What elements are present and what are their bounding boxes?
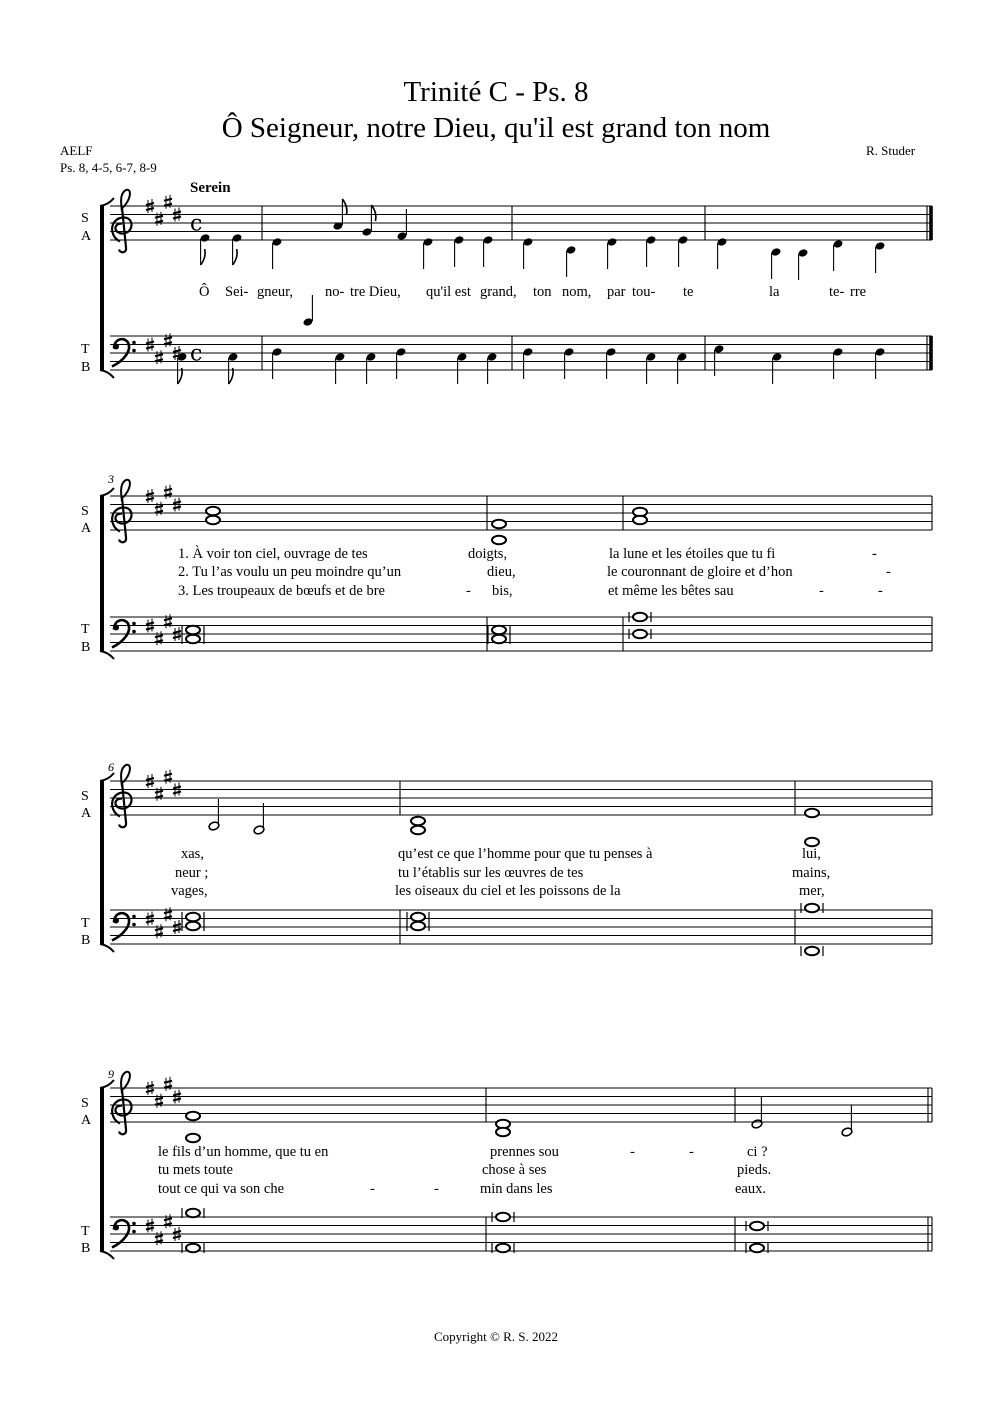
- voice-label-s: S: [81, 504, 89, 519]
- lyric-syllable: no-: [325, 284, 345, 300]
- breve-note: [492, 1243, 514, 1253]
- quarter-note: [564, 347, 575, 357]
- verse-1-text: qu’est ce que l’homme pour que tu penses à: [398, 846, 653, 862]
- quarter-note: [457, 352, 468, 362]
- note-flag: [233, 249, 238, 265]
- voice-label-t: T: [81, 1224, 90, 1239]
- lyric-syllable: la: [769, 284, 780, 300]
- breve-note: [407, 921, 429, 931]
- verse-2-text: mains,: [792, 865, 831, 881]
- sharp-sign: [155, 1094, 163, 1108]
- voice-label-s: S: [81, 1096, 89, 1111]
- quarter-note: [423, 237, 434, 247]
- note-flag: [342, 199, 347, 215]
- verse-3-text: min dans les: [480, 1181, 553, 1197]
- common-time: c: [190, 211, 203, 237]
- lyric-syllable: Sei-: [225, 284, 249, 300]
- quarter-note: [177, 352, 188, 362]
- psalm-reference: Ps. 8, 4-5, 6-7, 8-9: [60, 160, 157, 175]
- verse-2-text: chose à ses: [482, 1162, 547, 1178]
- verse-2-text: tu mets toute: [158, 1162, 233, 1178]
- lyric-syllable: tre Dieu,: [350, 284, 401, 300]
- verse-3-text: vages,: [171, 883, 208, 899]
- quarter-note: [833, 347, 844, 357]
- verse-1-text: prennes sou: [490, 1144, 559, 1160]
- quarter-note: [717, 237, 728, 247]
- breve-note: [182, 912, 204, 922]
- lyric-syllable: nom,: [562, 284, 592, 300]
- verse-3-text: les oiseaux du ciel et les poissons de la: [395, 883, 621, 899]
- lyric-syllable: rre: [850, 284, 867, 300]
- voice-label-a: A: [81, 1113, 92, 1128]
- breve-note: [629, 629, 651, 639]
- sharp-sign: [155, 1231, 163, 1245]
- common-time: c: [190, 341, 203, 367]
- sharp-sign: [155, 631, 163, 645]
- verse-2-text: le couronnant de gloire et d’hon: [607, 564, 793, 580]
- verse-2-text: 2. Tu l’as voulu un peu moindre qu’un: [178, 564, 402, 580]
- quarter-note: [272, 347, 283, 357]
- verse-1-text: lui,: [802, 846, 821, 862]
- voice-label-t: T: [81, 622, 90, 637]
- verse-2-text: dieu,: [487, 564, 516, 580]
- sharp-sign: [164, 1077, 172, 1091]
- sharp-sign: [164, 770, 172, 784]
- quarter-note: [875, 347, 886, 357]
- quarter-note: [646, 352, 657, 362]
- note-flag: [201, 249, 206, 265]
- quarter-note: [483, 235, 494, 245]
- measure-number: 6: [108, 760, 114, 774]
- quarter-note: [366, 352, 377, 362]
- quarter-note: [232, 233, 243, 243]
- voice-label-t: T: [81, 342, 90, 357]
- quarter-note: [833, 239, 844, 249]
- whole-note: [496, 1128, 510, 1136]
- verse-1-text: -: [689, 1144, 694, 1160]
- lyric-syllable: tou-: [632, 284, 656, 300]
- verse-1-text: xas,: [181, 846, 204, 862]
- breve-note: [182, 625, 204, 635]
- verse-3-text: et même les bêtes sau: [608, 583, 734, 599]
- whole-note: [805, 809, 819, 817]
- sharp-sign: [164, 195, 172, 209]
- verse-2-text: pieds.: [737, 1162, 772, 1178]
- quarter-note: [646, 235, 657, 245]
- verse-1-text: doigts,: [468, 546, 508, 562]
- breve-note: [182, 1208, 204, 1218]
- treble-clef: [112, 765, 131, 828]
- breve-note: [488, 625, 510, 635]
- voice-label-b: B: [81, 360, 91, 375]
- voice-label-a: A: [81, 806, 92, 821]
- whole-note: [492, 536, 506, 544]
- voice-label-b: B: [81, 933, 91, 948]
- voice-label-b: B: [81, 640, 91, 655]
- quarter-note: [798, 248, 809, 258]
- verse-1-text: ci ?: [747, 1144, 768, 1160]
- quarter-note: [875, 241, 886, 251]
- quarter-note: [523, 237, 534, 247]
- voice-label-s: S: [81, 211, 89, 226]
- quarter-note: [272, 237, 283, 247]
- title-line-1: Trinité C - Ps. 8: [403, 76, 589, 108]
- quarter-note: [607, 237, 618, 247]
- quarter-note: [678, 235, 689, 245]
- whole-note: [805, 838, 819, 846]
- quarter-note: [677, 352, 688, 362]
- verse-3-text: -: [819, 583, 824, 599]
- breve-note: [182, 1243, 204, 1253]
- verse-3-text: -: [466, 583, 471, 599]
- sharp-sign: [164, 1214, 172, 1228]
- note-flag: [371, 205, 376, 221]
- verse-3-text: eaux.: [735, 1181, 766, 1197]
- whole-note: [411, 817, 425, 825]
- sharp-sign: [164, 614, 172, 628]
- lyric-syllable: qu'il est: [426, 284, 471, 300]
- bracket-tip: [100, 651, 114, 659]
- sharp-sign: [155, 350, 163, 364]
- verse-1-text: -: [630, 1144, 635, 1160]
- lyric-syllable: Ô: [199, 284, 210, 300]
- voice-label-s: S: [81, 789, 89, 804]
- verse-1-text: la lune et les étoiles que tu fi: [609, 546, 776, 562]
- breve-note: [801, 903, 823, 913]
- verse-2-text: -: [886, 564, 891, 580]
- verse-2-text: neur ;: [175, 865, 209, 881]
- whole-note: [206, 507, 220, 515]
- breve-note: [492, 1212, 514, 1222]
- whole-note: [411, 826, 425, 834]
- whole-note: [633, 516, 647, 524]
- bracket-tip: [100, 370, 114, 378]
- title-line-2: Ô Seigneur, notre Dieu, qu'il est grand ton nom: [221, 112, 771, 144]
- verse-3-text: -: [370, 1181, 375, 1197]
- quarter-note: [771, 247, 782, 257]
- sharp-sign: [164, 907, 172, 921]
- quarter-note: [487, 352, 498, 362]
- breve-note: [746, 1243, 768, 1253]
- sharp-sign: [155, 502, 163, 516]
- verse-1-text: le fils d’un homme, que tu en: [158, 1144, 329, 1160]
- lyric-syllable: te-: [829, 284, 845, 300]
- lyric-syllable: par: [607, 284, 626, 300]
- sharp-sign: [155, 212, 163, 226]
- sharp-sign: [155, 787, 163, 801]
- breve-note: [407, 912, 429, 922]
- quarter-note: [523, 347, 534, 357]
- copyright-notice: Copyright © R. S. 2022: [433, 1329, 558, 1344]
- breve-note: [182, 921, 204, 931]
- verse-3-text: bis,: [492, 583, 513, 599]
- quarter-note: [303, 317, 314, 327]
- verse-1-text: 1. À voir ton ciel, ouvrage de tes: [178, 546, 368, 562]
- voice-label-a: A: [81, 229, 92, 244]
- voice-label-b: B: [81, 1241, 91, 1256]
- quarter-note: [228, 352, 239, 362]
- quarter-note: [454, 235, 465, 245]
- whole-note: [206, 516, 220, 524]
- verse-3-text: -: [434, 1181, 439, 1197]
- bracket-tip: [100, 198, 114, 206]
- tempo-marking: Serein: [190, 180, 231, 196]
- voice-label-a: A: [81, 521, 92, 536]
- verse-1-text: -: [872, 546, 877, 562]
- treble-clef: [112, 1072, 131, 1135]
- whole-note: [492, 520, 506, 528]
- whole-note: [186, 1134, 200, 1142]
- verse-2-text: tu l’établis sur les œuvres de tes: [398, 865, 584, 881]
- composer: R. Studer: [866, 143, 916, 158]
- lyric-syllable: gneur,: [257, 284, 294, 300]
- treble-clef: [112, 190, 131, 253]
- voice-label-t: T: [81, 916, 90, 931]
- bracket-tip: [100, 1251, 114, 1259]
- quarter-note: [397, 231, 408, 241]
- text-source: AELF: [60, 143, 93, 158]
- measure-number: 3: [108, 472, 114, 486]
- lyric-syllable: grand,: [480, 284, 517, 300]
- measure-number: 9: [108, 1067, 114, 1081]
- sharp-sign: [164, 333, 172, 347]
- quarter-note: [772, 352, 783, 362]
- quarter-note: [566, 245, 577, 255]
- breve-note: [629, 612, 651, 622]
- quarter-note: [714, 344, 725, 354]
- whole-note: [186, 1112, 200, 1120]
- quarter-note: [606, 347, 617, 357]
- verse-3-text: 3. Les troupeaux de bœufs et de bre: [178, 583, 385, 599]
- quarter-note: [335, 352, 346, 362]
- quarter-note: [362, 227, 373, 237]
- quarter-note: [396, 347, 407, 357]
- verse-3-text: mer,: [799, 883, 825, 899]
- lyric-syllable: te: [683, 284, 694, 300]
- sharp-sign: [164, 485, 172, 499]
- sharp-sign: [155, 924, 163, 938]
- verse-3-text: -: [878, 583, 883, 599]
- bracket-tip: [100, 944, 114, 952]
- lyric-syllable: ton: [533, 284, 552, 300]
- verse-3-text: tout ce qui va son che: [158, 1181, 285, 1197]
- bracket-tip: [100, 488, 114, 496]
- treble-clef: [112, 480, 131, 543]
- breve-note: [746, 1221, 768, 1231]
- breve-note: [801, 946, 823, 956]
